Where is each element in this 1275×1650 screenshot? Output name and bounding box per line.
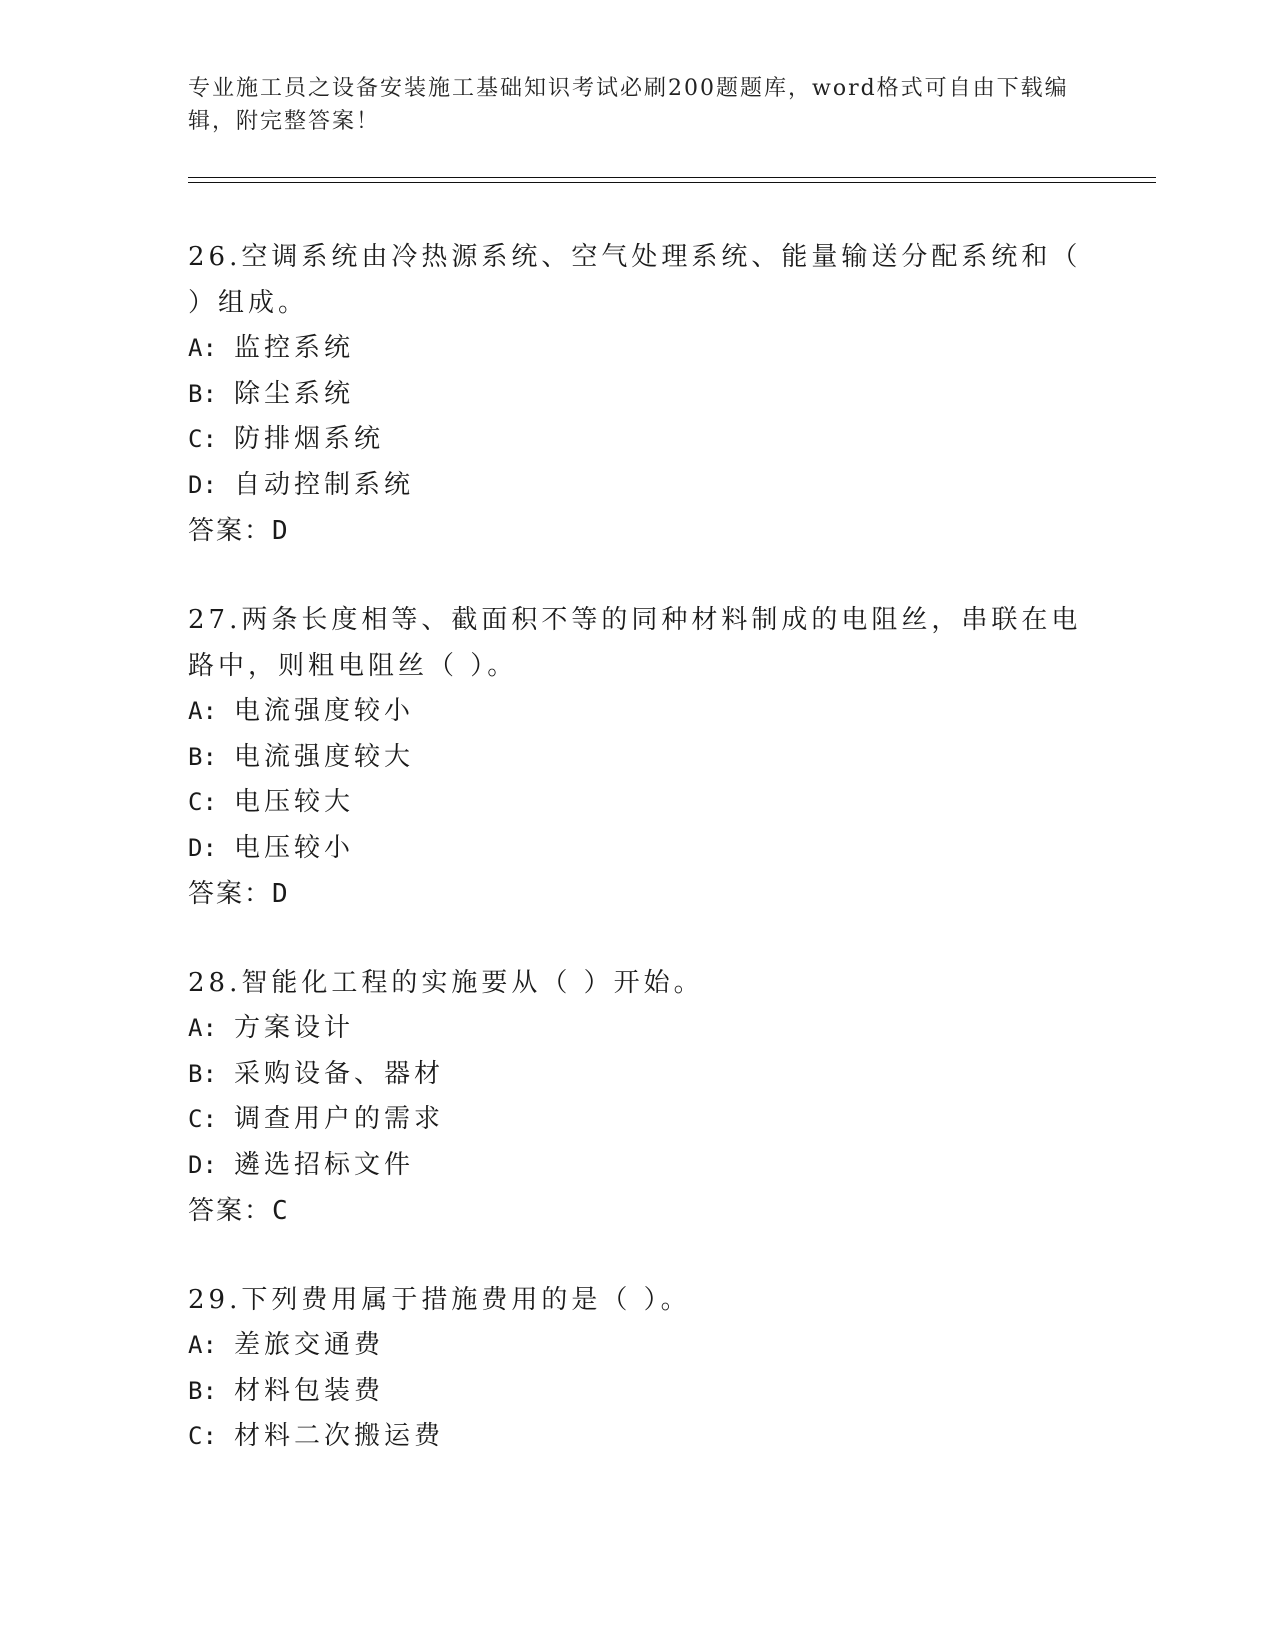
option-text: 差旅交通费 xyxy=(234,1330,385,1360)
header-divider xyxy=(188,177,1156,183)
option-c xyxy=(188,1097,1088,1143)
option-key: A: xyxy=(188,1331,217,1359)
answer-value: D xyxy=(272,516,288,546)
question-27 xyxy=(188,597,1088,917)
question-text: 27.两条长度相等、截面积不等的同种材料制成的电阻丝，串联在电路中，则粗电阻丝（ ）。 xyxy=(188,605,1082,681)
option-key: D: xyxy=(188,833,217,862)
option-text: 材料二次搬运费 xyxy=(234,1421,445,1451)
option-key: D: xyxy=(188,470,217,499)
answer-label: 答案： xyxy=(188,1196,273,1226)
option-text: 采购设备、器材 xyxy=(234,1058,445,1089)
option-a xyxy=(188,326,1088,372)
option-text: 材料包装费 xyxy=(234,1375,385,1406)
option-b xyxy=(188,1369,1088,1415)
option-text: 除尘系统 xyxy=(234,378,355,409)
option-key: B: xyxy=(188,1376,217,1405)
option-key: B: xyxy=(188,1059,217,1088)
option-a xyxy=(188,1006,1088,1052)
option-text: 电压较大 xyxy=(234,787,355,817)
answer-value: C xyxy=(272,1196,288,1226)
option-text: 电流强度较大 xyxy=(234,741,415,772)
question-text: 29.下列费用属于措施费用的是（ ）。 xyxy=(188,1285,691,1315)
option-text: 监控系统 xyxy=(234,333,355,363)
option-text: 调查用户的需求 xyxy=(234,1104,445,1134)
option-key: B: xyxy=(188,379,217,408)
option-b xyxy=(188,1052,1088,1098)
option-c xyxy=(188,1414,1088,1460)
option-d xyxy=(188,826,1088,872)
answer-label: 答案： xyxy=(188,879,273,909)
question-text: 28.智能化工程的实施要从（ ）开始。 xyxy=(188,968,704,998)
answer-value: D xyxy=(272,879,288,909)
option-key: C: xyxy=(188,1105,217,1133)
document-title: 专业施工员之设备安装施工基础知识考试必刷200题题库，word格式可自由下载编辑，附完整答案！ xyxy=(188,76,1069,134)
option-c xyxy=(188,417,1088,463)
option-d xyxy=(188,1143,1088,1189)
answer-label: 答案： xyxy=(188,516,273,546)
question-28 xyxy=(188,960,1088,1234)
answer-line xyxy=(188,1188,1088,1234)
question-list xyxy=(188,234,1088,1503)
option-text: 电压较小 xyxy=(234,832,355,863)
option-text: 自动控制系统 xyxy=(234,469,415,500)
option-key: C: xyxy=(188,425,217,453)
option-text: 遴选招标文件 xyxy=(234,1149,415,1180)
option-c xyxy=(188,780,1088,826)
option-key: C: xyxy=(188,788,217,816)
option-b xyxy=(188,735,1088,781)
option-a xyxy=(188,689,1088,735)
option-key: A: xyxy=(188,697,217,725)
option-key: B: xyxy=(188,742,217,771)
option-key: A: xyxy=(188,1014,217,1042)
question-text: 26.空调系统由冷热源系统、空气处理系统、能量输送分配系统和（ ）组成。 xyxy=(188,242,1082,318)
option-d xyxy=(188,463,1088,509)
question-29 xyxy=(188,1277,1088,1460)
answer-line xyxy=(188,871,1088,917)
option-text: 电流强度较小 xyxy=(234,696,415,726)
option-key: D: xyxy=(188,1150,217,1179)
option-key: A: xyxy=(188,334,217,362)
option-text: 防排烟系统 xyxy=(234,424,385,454)
option-key: C: xyxy=(188,1422,217,1450)
option-text: 方案设计 xyxy=(234,1013,355,1043)
answer-line xyxy=(188,508,1088,554)
option-a xyxy=(188,1323,1088,1369)
option-b xyxy=(188,372,1088,418)
question-26 xyxy=(188,234,1088,554)
